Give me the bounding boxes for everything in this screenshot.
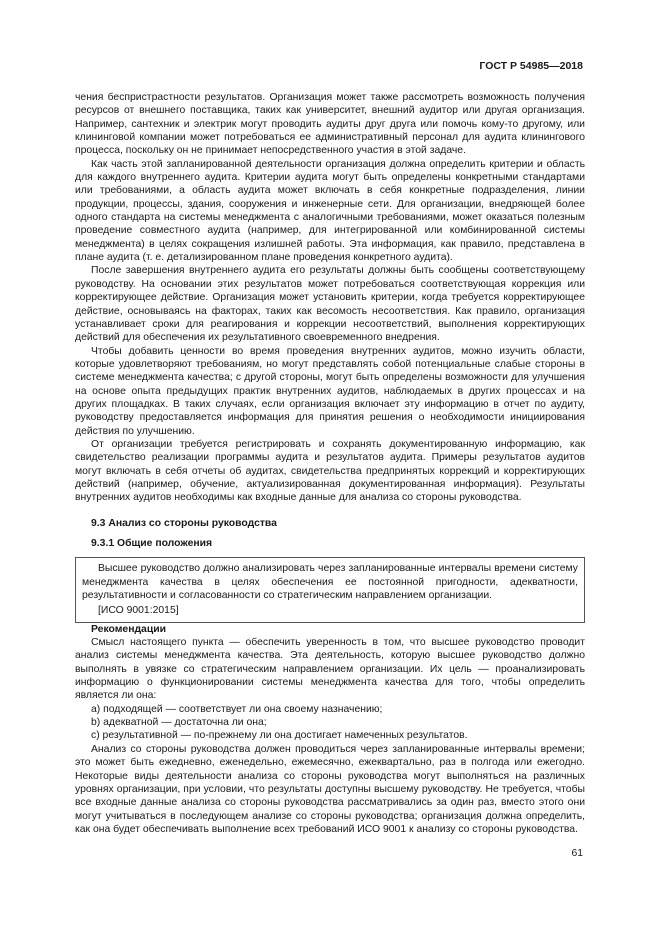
list-item: b) адекватной — достаточна ли она; xyxy=(91,717,267,729)
quote-reference: [ИСО 9001:2015] xyxy=(98,605,179,617)
paragraph: Чтобы добавить ценности во время проведения внутренних аудитов, можно изучить области, которые удовлетворяют требованиям, но могут представлять собой потенциальные слабые стороны в системе менеджмента качества; с другой стороны, могут быть определены возможности для улучшения на основе опыта предыдущих практик внутренних аудитов, наблюдаемых в других процессах и на других площадках. В таких случаях, если организация включает эту информацию в отчет по аудиту, руководству предоставляется информация для принятия решения о необходимости инициирования действия по улучшению. xyxy=(75,345,585,437)
paragraph: чения беспристрастности результатов. Организация может также рассмотреть возможность получения ресурсов от внешнего поставщика, таких как университет, внешний аудитор или другая организация. Например, сантехник и электрик могут проводить аудиты друг друга или помочь кому-то другому, или клининговой компании может потребоваться ее административный персонал для аудита клинингового процесса, поскольку он не принимает непосредственного участия в этой задаче. xyxy=(75,92,585,157)
standard-quote-box xyxy=(75,557,585,622)
recommendations-intro: Смысл настоящего пункта — обеспечить уверенность в том, что высшее руководство проводит анализ системы менеджмента качества. Эта деятельность, которую высшее руководство должно выполнять в увязке со стратегическим направлением организации. Их цель — проанализировать информацию о функционировании системы менеджмента качества для того, чтобы определить является ли она: xyxy=(75,637,585,702)
page-number: 61 xyxy=(571,848,583,859)
page-body xyxy=(75,91,585,836)
list-item: a) подходящей — соответствует ли она своему назначению; xyxy=(91,703,383,715)
paragraph: От организации требуется регистрировать и сохранять документированную информацию, как свидетельство реализации программы аудита и результатов аудита. Примеры результатов аудитов могут включать в себя отчеты об аудитах, свидетельства предпринятых коррекций и корректирующих действий (например, обучение, актуализированная документированная информация). Результаты внутренних аудитов необходимы как входные данные для анализа со стороны руководства. xyxy=(75,438,585,504)
section-heading: 9.3 Анализ со стороны руководства xyxy=(91,517,277,529)
quote-text: Высшее руководство должно анализировать через запланированные интервалы времени систему менеджмента качества в целях обеспечения ее постоянной пригодности, адекватности, результативности и согласованности со стратегическим направлением организации. xyxy=(82,563,578,602)
recommendations-closing: Анализ со стороны руководства должен проводиться через запланированные интервалы времени; это может быть ежедневно, еженедельно, ежемесячно, ежеквартально, раз в полгода или ежегодно. Некоторые виды деятельности анализа со стороны руководства могут выполняться на различных уровнях организации, при условии, что результаты доступны высшему руководству. Не требуется, чтобы все входные данные анализа со стороны руководства рассматривались за один раз, вместо этого они могут учитываться в последующем анализе со стороны руководства; организация должна определить, как она будет обеспечивать выполнение всех требований ИСО 9001 к анализу со стороны руководства. xyxy=(75,743,585,835)
recommendations-title: Рекомендации xyxy=(91,623,167,635)
paragraph: Как часть этой запланированной деятельности организация должна определить критерии и область для каждого внутреннего аудита. Критерии аудита могут быть определены конкретными стандартами или требованиями, а область аудита может включать в себя конкретные подразделения, линии продукции, процессы, здания, сооружения и инженерные сети. Для организации, внедряющей более одного стандарта на системы менеджмента с аналогичными требованиями, может оказаться полезным проведение совместного аудита (например, для интегрированной или комбинированной системы менеджмента) в целях сокращения излишней работы. Эта информация, как правило, представлена в плане аудита (т. е. детализированном плане проведения конкретного аудита). xyxy=(75,158,585,264)
list-item: c) результативной — по-прежнему ли она достигает намеченных результатов. xyxy=(91,730,468,742)
subsection-heading: 9.3.1 Общие положения xyxy=(91,538,213,549)
document-id: ГОСТ Р 54985—2018 xyxy=(479,60,583,72)
paragraph: После завершения внутреннего аудита его результаты должны быть сообщены соответствующему руководству. На основании этих результатов может потребоваться соответствующая коррекция или корректирующее действие. Организация может установить критерии, когда требуется корректирующее действие, основываясь на факторах, таких как весомость несоответствия. Как правило, организация устанавливает сроки для реагирования и коррекции несоответствий, выполнения корректирующих действий для обеспечения их результативного своевременного внедрения. xyxy=(75,265,585,344)
